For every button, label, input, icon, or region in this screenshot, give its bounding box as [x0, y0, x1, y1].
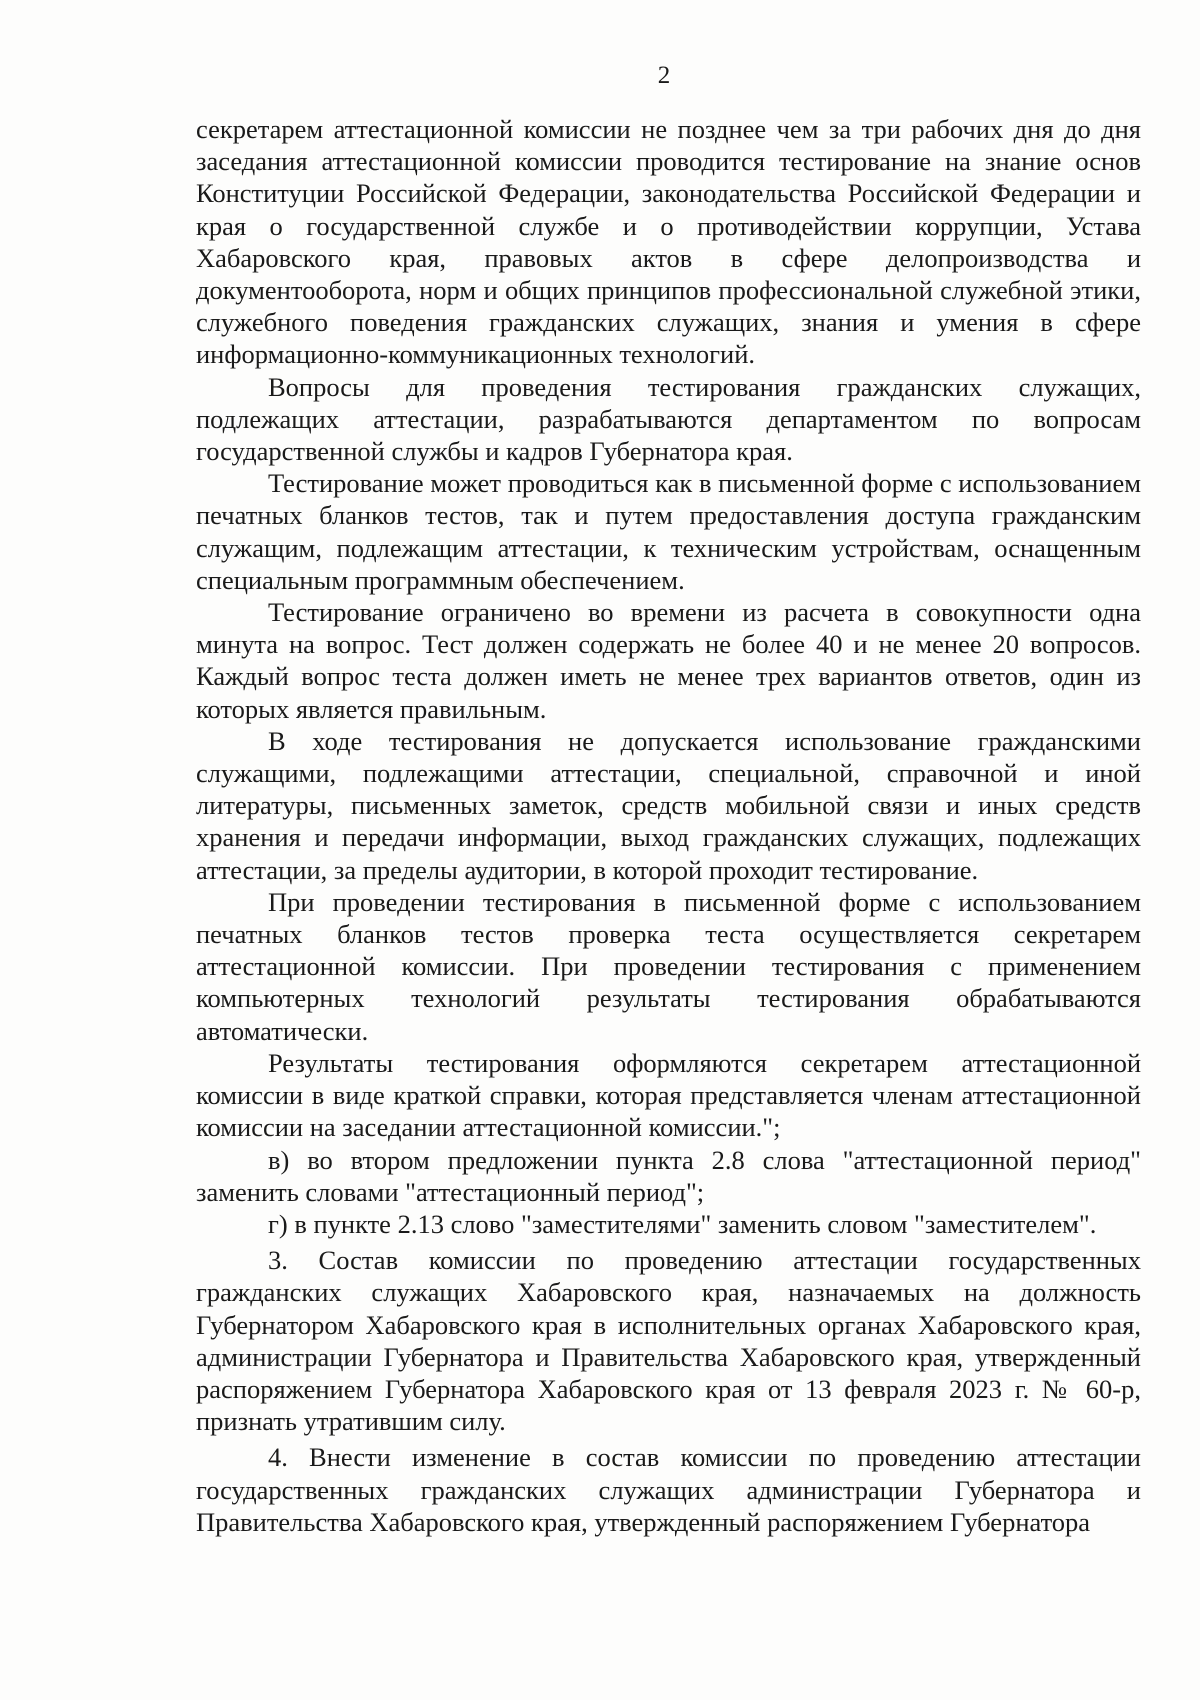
paragraph-results: Результаты тестирования оформляются секретарем аттестационной комиссии в виде краткой справки, которая представляется членам аттестационной комиссии на заседании аттестационной комиссии."; — [196, 1047, 1141, 1143]
paragraph-item-3: 3. Состав комиссии по проведению аттестации государственных гражданских служащих Хабаровского края, назначаемых на должность Губернатором Хабаровского края в исполнительных органах Хабаровского края, администрации Губернатора и Правительства Хабаровского края, утвержденный распоряжением Губернатора Хабаровского края от 13 февраля 2023 г. № 60-р, признать утратившим силу. — [196, 1245, 1141, 1437]
document-body — [196, 113, 1141, 1538]
paragraph-questions: Вопросы для проведения тестирования гражданских служащих, подлежащих аттестации, разрабатываются департаментом по вопросам государственной службы и кадров Губернатора края. — [196, 371, 1141, 467]
paragraph-restrictions: В ходе тестирования не допускается использование гражданскими служащими, подлежащими аттестации, специальной, справочной и иной литературы, письменных заметок, средств мобильной связи и иных средств хранения и передачи информации, выход гражданских служащих, подлежащих аттестации, за пределы аудитории, в которой проходит тестирование. — [196, 725, 1141, 885]
paragraph-item-g: г) в пункте 2.13 слово "заместителями" заменить словом "заместителем". — [268, 1208, 1097, 1239]
paragraph-testing-form: Тестирование может проводиться как в письменной форме с использованием печатных бланков тестов, так и путем предоставления доступа гражданским служащим, подлежащим аттестации, к техническим устройствам, оснащенным специальным программным обеспечением. — [196, 468, 1141, 595]
page-number: 2 — [657, 62, 671, 89]
paragraph-item-v: в) во втором предложении пункта 2.8 слова "аттестационной период" заменить словами "аттестационный период"; — [196, 1144, 1141, 1207]
paragraph-verification: При проведении тестирования в письменной форме с использованием печатных бланков тестов проверка теста осуществляется секретарем аттестационной комиссии. При проведении тестирования с применением компьютерных технологий результаты тестирования обрабатываются автоматически. — [196, 886, 1141, 1046]
paragraph-testing-intro: секретарем аттестационной комиссии не позднее чем за три рабочих дня до дня заседания аттестационной комиссии проводится тестирование на знание основ Конституции Российской Федерации, законодательства Российской Федерации и края о государственной службе и о противодействии коррупции, Устава Хабаровского края, правовых актов в сфере делопроизводства и документооборота, норм и общих принципов профессиональной служебной этики, служебного поведения гражданских служащих, знания и умения в сфере информационно-коммуникационных технологий. — [196, 114, 1141, 370]
paragraph-time-limit: Тестирование ограничено во времени из расчета в совокупности одна минута на вопрос. Тест должен содержать не более 40 и не менее 20 вопросов. Каждый вопрос теста должен иметь не менее трех вариантов ответов, один из которых является правильным. — [196, 597, 1141, 724]
paragraph-item-4: 4. Внести изменение в состав комиссии по проведению аттестации государственных гражданских служащих администрации Губернатора и Правительства Хабаровского края, утвержденный распоряжением Губернатора — [196, 1442, 1141, 1537]
